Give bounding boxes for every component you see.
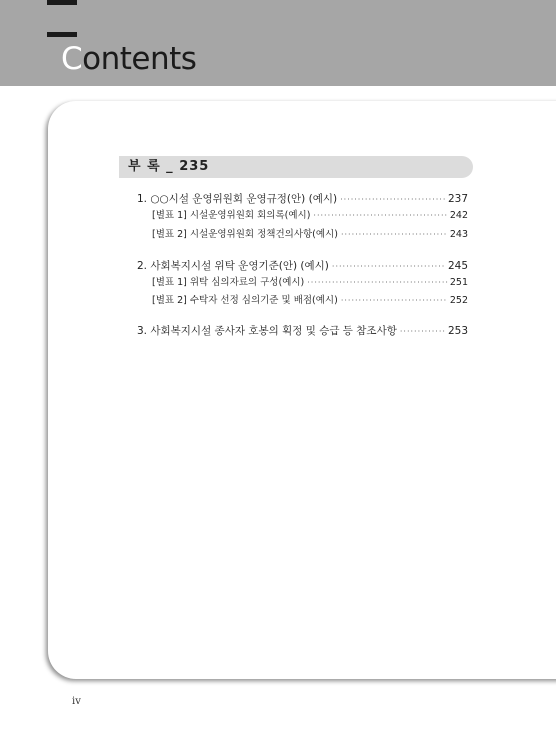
toc-entry-label: 1. ○○시설 운영위원회 운영규정(안) (예시) xyxy=(137,193,338,205)
page-title-rest: ontents xyxy=(82,41,197,77)
toc-entry-label: [별표 2] 수탁자 선정 심의기준 및 배점(예시) xyxy=(152,295,338,306)
toc-entry-page: 251 xyxy=(449,277,468,288)
header-band xyxy=(0,0,556,86)
toc-entry-2-2[interactable] xyxy=(152,294,468,308)
toc-entry-page: 237 xyxy=(447,193,468,205)
leader-dots xyxy=(400,325,446,339)
toc-entry-label: [별표 2] 시설운영위원회 정책건의사항(예시) xyxy=(152,229,338,240)
toc-entry-1-1[interactable] xyxy=(152,209,468,223)
toc-entry-page: 253 xyxy=(447,325,468,337)
leader-dots xyxy=(341,294,448,308)
header-bar-middle xyxy=(47,32,77,37)
toc-entry-3[interactable] xyxy=(137,324,468,339)
toc-entry-2-1[interactable] xyxy=(152,276,468,290)
leader-dots xyxy=(332,260,446,274)
toc-entry-1-2[interactable] xyxy=(152,228,468,242)
toc-entry-page: 252 xyxy=(449,295,468,306)
appendix-section-title: 부 록 _ 235 xyxy=(128,159,210,174)
toc-entry-page: 245 xyxy=(447,260,468,272)
toc-entry-page: 243 xyxy=(449,229,468,240)
leader-dots xyxy=(313,209,447,223)
toc-entry-label: 3. 사회복지시설 종사자 호봉의 획정 및 승급 등 참조사항 xyxy=(137,325,397,337)
leader-dots xyxy=(340,193,446,207)
toc-entry-1[interactable] xyxy=(137,192,468,207)
toc-entry-label: 2. 사회복지시설 위탁 운영기준(안) (예시) xyxy=(137,260,329,272)
leader-dots xyxy=(341,228,448,242)
toc-entry-page: 242 xyxy=(449,210,468,221)
toc-entry-label: [별표 1] 위탁 심의자료의 구성(예시) xyxy=(152,277,305,288)
header-bar-top xyxy=(47,0,77,5)
page-title-initial: C xyxy=(61,41,83,77)
page-title xyxy=(61,41,197,77)
contents-card xyxy=(48,101,556,679)
toc-entry-2[interactable] xyxy=(137,259,468,274)
leader-dots xyxy=(307,276,448,290)
toc-entry-label: [별표 1] 시설운영위원회 회의록(예시) xyxy=(152,210,311,221)
footer-page-number: iv xyxy=(72,696,81,707)
